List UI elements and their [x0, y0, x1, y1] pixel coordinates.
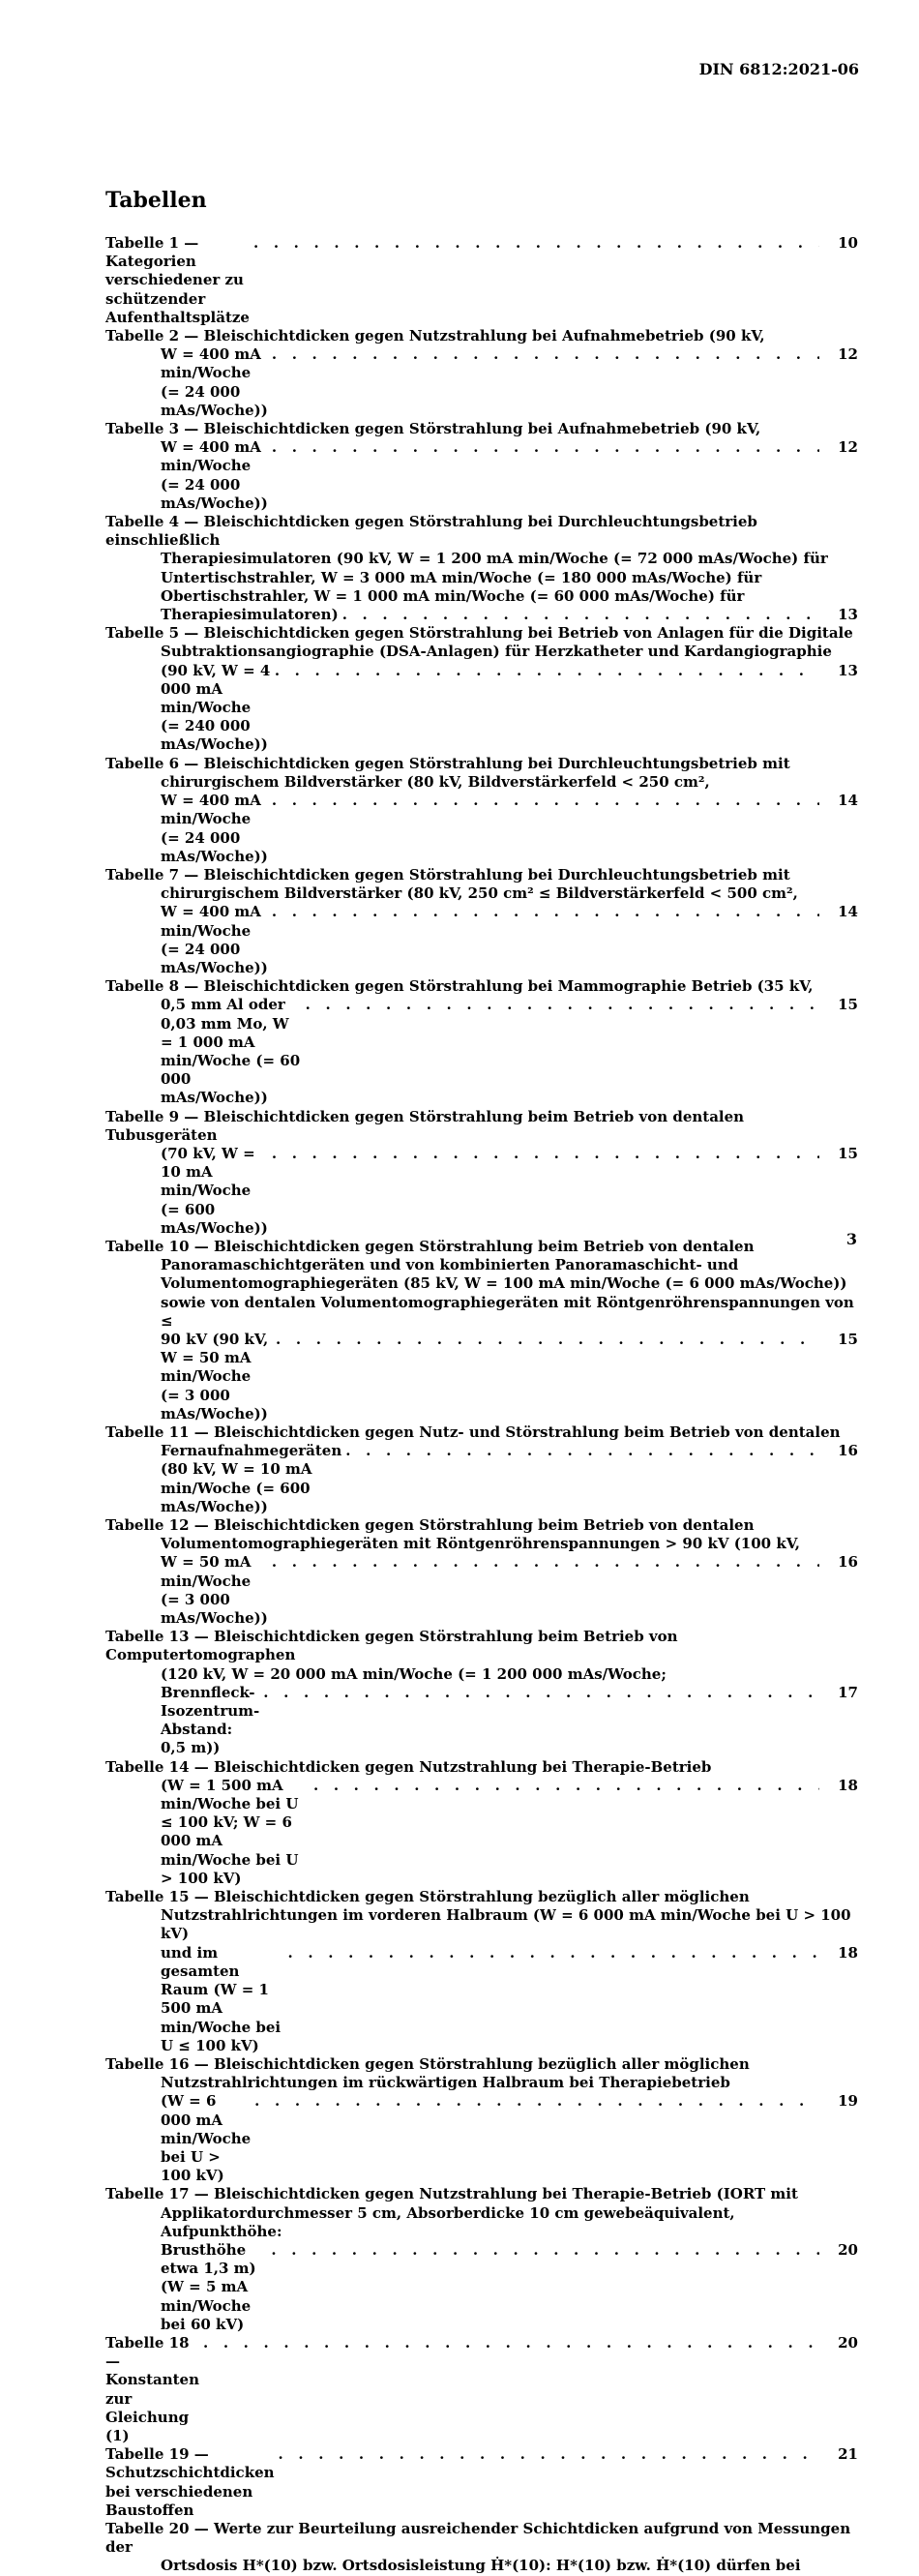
- dot-leader: [263, 1684, 819, 1702]
- toc-entry-title: Tabelle 10 — Bleischichtdicken gegen Störstrahlung beim Betrieb von dentalen: [105, 1237, 755, 1255]
- dot-leader: [272, 1553, 819, 1572]
- toc-entry-title: Tabelle 5 — Bleischichtdicken gegen Störstrahlung bei Betrieb von Anlagen für die Digitale: [105, 624, 853, 643]
- toc-page-number: 14: [838, 903, 858, 921]
- dot-leader: [276, 1331, 819, 1349]
- toc-entry-continuation: W = 400 mA min/Woche (= 24 000 mAs/Woche)): [161, 438, 268, 512]
- toc-page-number: 16: [838, 1553, 858, 1572]
- dot-leader: [203, 2334, 819, 2352]
- toc-entry-text: [105, 2334, 858, 2445]
- toc-entry-text: [105, 977, 858, 1107]
- dot-leader: [313, 1777, 819, 1795]
- toc-entry-last-line: [105, 662, 858, 755]
- toc-entry-continuation: Nutzstrahlrichtungen im rückwärtigen Halbraum bei Therapiebetrieb: [161, 2074, 730, 2092]
- toc-entry-title: Tabelle 14 — Bleischichtdicken gegen Nutzstrahlung bei Therapie-Betrieb: [105, 1757, 712, 1776]
- toc-entry-last-line: [105, 2092, 858, 2185]
- toc-entry-text: [105, 2520, 858, 2576]
- toc-entry-last-line: [105, 1145, 858, 1238]
- toc-entry[interactable]: [105, 2055, 858, 2185]
- toc-page-number: 21: [838, 2445, 858, 2464]
- toc-entry[interactable]: [105, 1423, 858, 1516]
- toc-entry[interactable]: [105, 2520, 858, 2576]
- toc-page-number: 20: [838, 2333, 858, 2351]
- toc-entry-last-line: [105, 606, 858, 624]
- toc-entry-title: Tabelle 4 — Bleischichtdicken gegen Störstrahlung bei Durchleuchtungsbetrieb einschließlich: [105, 513, 757, 550]
- toc-entry-continuation: (70 kV, W = 10 mA min/Woche (= 600 mAs/Woche)): [161, 1144, 268, 1237]
- toc-entry-text: [105, 234, 858, 327]
- toc-entry-text: [105, 1516, 858, 1628]
- toc-entry-last-line: [105, 2334, 858, 2445]
- toc-entry-text: [105, 420, 858, 513]
- toc-entry-continuation: Brusthöhe etwa 1,3 m) (W = 5 mA min/Woche bei 60 kV): [161, 2240, 256, 2333]
- toc-entry[interactable]: [105, 1888, 858, 2055]
- toc-entry-title: Tabelle 15 — Bleischichtdicken gegen Störstrahlung bezüglich aller möglichen: [105, 1888, 750, 1906]
- toc-page-number: 15: [838, 1330, 858, 1348]
- toc-page-number: 18: [838, 1943, 858, 1962]
- toc-entry-last-line: [105, 1442, 858, 1516]
- toc-entry-continuation: W = 400 mA min/Woche (= 24 000 mAs/Woche)): [161, 903, 268, 976]
- toc-entry-last-line: [105, 234, 858, 327]
- toc-entry-text: [105, 2445, 858, 2520]
- toc-entry[interactable]: [105, 624, 858, 754]
- toc-page-number: 10: [838, 234, 858, 252]
- toc-entry-last-line: [105, 996, 858, 1107]
- toc-entry-last-line: [105, 438, 858, 513]
- page-number: 3: [845, 1230, 857, 1248]
- dot-leader: [271, 2241, 819, 2260]
- dot-leader: [306, 996, 819, 1014]
- toc-entry-text: [105, 2055, 858, 2185]
- toc-entry-title: Tabelle 20 — Werte zur Beurteilung ausreichender Schichtdicken aufgrund von Messungen der: [105, 2519, 851, 2557]
- toc-entry-continuation: Subtraktionsangiographie (DSA-Anlagen) für Herzkatheter und Kardangiographie: [161, 643, 832, 661]
- toc-entry-title: Tabelle 12 — Bleischichtdicken gegen Störstrahlung beim Betrieb von dentalen: [105, 1516, 755, 1535]
- toc-entry-continuation: W = 400 mA min/Woche (= 24 000 mAs/Woche)): [161, 345, 268, 419]
- toc-entry-last-line: [105, 2241, 858, 2334]
- toc-page-number: 13: [838, 606, 858, 624]
- toc-entry-continuation: Ortsdosis H*(10) bzw. Ortsdosisleistung Ḣ*(10): H*(10) bzw. Ḣ*(10) dürfen bei: [161, 2557, 801, 2575]
- toc-entry-last-line: [105, 792, 858, 866]
- toc-entry-continuation: Applikatordurchmesser 5 cm, Absorberdicke 10 cm gewebeäquivalent, Aufpunkthöhe:: [161, 2203, 735, 2240]
- toc-entry-continuation: 90 kV (90 kV, W = 50 mA min/Woche (= 3 000 mAs/Woche)): [161, 1330, 269, 1423]
- toc-entry[interactable]: [105, 1516, 858, 1628]
- toc-entry-title: Tabelle 7 — Bleischichtdicken gegen Störstrahlung bei Durchleuchtungsbetrieb mit: [105, 865, 790, 884]
- page-title: Tabellen: [105, 188, 207, 213]
- toc-page-number: 12: [838, 438, 858, 457]
- toc-entry-title: Tabelle 16 — Bleischichtdicken gegen Störstrahlung bezüglich aller möglichen: [105, 2054, 750, 2073]
- toc-entry-last-line: [105, 2445, 858, 2520]
- toc-entry-text: [105, 866, 858, 977]
- toc-entry-title: Tabelle 8 — Bleischichtdicken gegen Störstrahlung bei Mammographie Betrieb (35 kV,: [105, 977, 814, 996]
- dot-leader: [288, 1944, 819, 1962]
- toc-entry-text: [105, 1238, 858, 1423]
- toc-entry-continuation: Obertischstrahler, W = 1 000 mA min/Woche (= 60 000 mAs/Woche) für: [161, 586, 745, 605]
- toc-page-number: 20: [838, 2240, 858, 2259]
- toc-entry[interactable]: [105, 1108, 858, 1238]
- toc-entry-continuation: W = 50 mA min/Woche (= 3 000 mAs/Woche)): [161, 1553, 268, 1628]
- toc-entry[interactable]: [105, 2334, 858, 2445]
- toc-entry-continuation: Fernaufnahmegeräten (80 kV, W = 10 mA min/Woche (= 600 mAs/Woche)): [161, 1442, 342, 1515]
- toc-entry[interactable]: [105, 1758, 858, 1888]
- toc-entry-text: [105, 1758, 858, 1888]
- toc-entry[interactable]: [105, 1238, 858, 1423]
- toc-entry-continuation: Therapiesimulatoren (90 kV, W = 1 200 mA min/Woche (= 72 000 mAs/Woche) für: [161, 550, 828, 568]
- toc-page-number: 13: [838, 661, 858, 679]
- dot-leader: [254, 2092, 819, 2111]
- toc-entry-title: Tabelle 1 — Kategorien verschiedener zu schützender Aufenthaltsplätze: [105, 234, 250, 326]
- toc-entry-last-line: [105, 1777, 858, 1888]
- toc-entry-text: [105, 1108, 858, 1238]
- toc-page-number: 17: [838, 1683, 858, 1701]
- toc-entry-continuation: Volumentomographiegeräten mit Röntgenröhrenspannungen > 90 kV (100 kV,: [161, 1535, 800, 1553]
- toc-entry-continuation: Panoramaschichtgeräten und von kombinierten Panoramaschicht- und: [161, 1256, 739, 1274]
- toc-entry[interactable]: [105, 420, 858, 513]
- toc-entry-title: Tabelle 11 — Bleischichtdicken gegen Nutz- und Störstrahlung beim Betrieb von dentalen: [105, 1423, 841, 1441]
- dot-leader: [272, 903, 819, 921]
- toc-entry-continuation: und im gesamten Raum (W = 1 500 mA min/Woche bei U ≤ 100 kV): [161, 1943, 282, 2054]
- toc-entry-continuation: (120 kV, W = 20 000 mA min/Woche (= 1 200 000 mAs/Woche;: [161, 1664, 667, 1683]
- toc-entry-continuation: chirurgischem Bildverstärker (80 kV, 250 cm² ≤ Bildverstärkerfeld < 500 cm²,: [161, 884, 798, 903]
- toc-entry-text: [105, 2185, 858, 2334]
- toc-entry-continuation: chirurgischem Bildverstärker (80 kV, Bildverstärkerfeld < 250 cm²,: [161, 772, 710, 791]
- toc-entry-last-line: [105, 1684, 858, 1758]
- table-of-tables: [105, 234, 858, 2576]
- toc-page-number: 12: [838, 345, 858, 364]
- toc-entry-continuation: (W = 6 000 mA min/Woche bei U > 100 kV): [161, 2092, 252, 2185]
- toc-entry-text: [105, 513, 858, 624]
- toc-entry-text: [105, 624, 858, 754]
- toc-entry-text: [105, 1628, 858, 1757]
- toc-entry-continuation: Untertischstrahler, W = 3 000 mA min/Woche (= 180 000 mAs/Woche) für: [161, 568, 762, 586]
- toc-entry[interactable]: [105, 866, 858, 977]
- dot-leader: [272, 1145, 819, 1163]
- dot-leader: [272, 792, 819, 810]
- toc-entry-continuation: Therapiesimulatoren): [161, 606, 339, 624]
- toc-entry[interactable]: [105, 755, 858, 866]
- toc-entry-last-line: [105, 1944, 858, 2055]
- dot-leader: [272, 345, 819, 364]
- dot-leader: [279, 2445, 819, 2464]
- toc-entry-title: Tabelle 13 — Bleischichtdicken gegen Störstrahlung beim Betrieb von Computertomographen: [105, 1628, 678, 1664]
- toc-page-number: 16: [838, 1442, 858, 1460]
- toc-entry-last-line: [105, 1331, 858, 1423]
- toc-entry-last-line: [105, 345, 858, 420]
- toc-entry-last-line: [105, 1553, 858, 1628]
- toc-entry-continuation: Brennfleck-Isozentrum-Abstand: 0,5 m)): [161, 1683, 260, 1757]
- toc-page-number: 19: [838, 2092, 858, 2111]
- document-id: DIN 6812:2021-06: [698, 60, 859, 78]
- toc-entry-continuation: W = 400 mA min/Woche (= 24 000 mAs/Woche)): [161, 792, 268, 865]
- toc-entry-title: Tabelle 3 — Bleischichtdicken gegen Störstrahlung bei Aufnahmebetrieb (90 kV,: [105, 420, 761, 438]
- toc-entry-text: [105, 1888, 858, 2055]
- toc-entry-title: Tabelle 9 — Bleischichtdicken gegen Störstrahlung beim Betrieb von dentalen Tubusgeräten: [105, 1107, 745, 1144]
- toc-entry-title: Tabelle 6 — Bleischichtdicken gegen Störstrahlung bei Durchleuchtungsbetrieb mit: [105, 754, 790, 772]
- toc-entry[interactable]: [105, 327, 858, 420]
- toc-page-number: 18: [838, 1776, 858, 1794]
- toc-entry-title: Tabelle 18 — Konstanten zur Gleichung (1): [105, 2333, 199, 2444]
- dot-leader: [253, 234, 819, 253]
- toc-entry[interactable]: [105, 977, 858, 1107]
- toc-entry[interactable]: [105, 2185, 858, 2334]
- toc-entry-continuation: 0,5 mm Al oder 0,03 mm Mo, W = 1 000 mA min/Woche (= 60 000 mAs/Woche)): [161, 996, 301, 1107]
- toc-entry-text: [105, 755, 858, 866]
- dot-leader: [275, 662, 819, 680]
- toc-entry-continuation: (W = 1 500 mA min/Woche bei U ≤ 100 kV; W = 6 000 mA min/Woche bei U > 100 kV): [161, 1776, 299, 1887]
- toc-entry[interactable]: [105, 234, 858, 327]
- toc-entry[interactable]: [105, 2445, 858, 2520]
- toc-entry[interactable]: [105, 1628, 858, 1757]
- dot-leader: [342, 606, 819, 624]
- toc-entry-text: [105, 1423, 858, 1516]
- toc-entry-continuation: Nutzstrahlrichtungen im vorderen Halbraum (W = 6 000 mA min/Woche bei U > 100 kV): [161, 1906, 851, 1943]
- toc-entry-continuation: Volumentomographiegeräten (85 kV, W = 100 mA min/Woche (= 6 000 mAs/Woche)): [161, 1274, 847, 1293]
- toc-entry[interactable]: [105, 513, 858, 624]
- toc-page-number: 14: [838, 792, 858, 810]
- toc-page-number: 15: [838, 1144, 858, 1162]
- toc-entry-title: Tabelle 2 — Bleischichtdicken gegen Nutzstrahlung bei Aufnahmebetrieb (90 kV,: [105, 327, 765, 345]
- toc-page-number: 15: [838, 996, 858, 1014]
- toc-entry-text: [105, 327, 858, 420]
- toc-entry-continuation: (90 kV, W = 4 000 mA min/Woche (= 240 000 mAs/Woche)): [161, 661, 271, 754]
- toc-entry-title: Tabelle 17 — Bleischichtdicken gegen Nutzstrahlung bei Therapie-Betrieb (IORT mit: [105, 2185, 798, 2203]
- toc-entry-title: Tabelle 19 — Schutzschichtdicken bei verschiedenen Baustoffen: [105, 2445, 275, 2519]
- toc-entry-continuation: sowie von dentalen Volumentomographiegeräten mit Röntgenröhrenspannungen von ≤: [161, 1293, 854, 1330]
- toc-entry-last-line: [105, 903, 858, 977]
- dot-leader: [272, 438, 819, 457]
- dot-leader: [345, 1442, 819, 1460]
